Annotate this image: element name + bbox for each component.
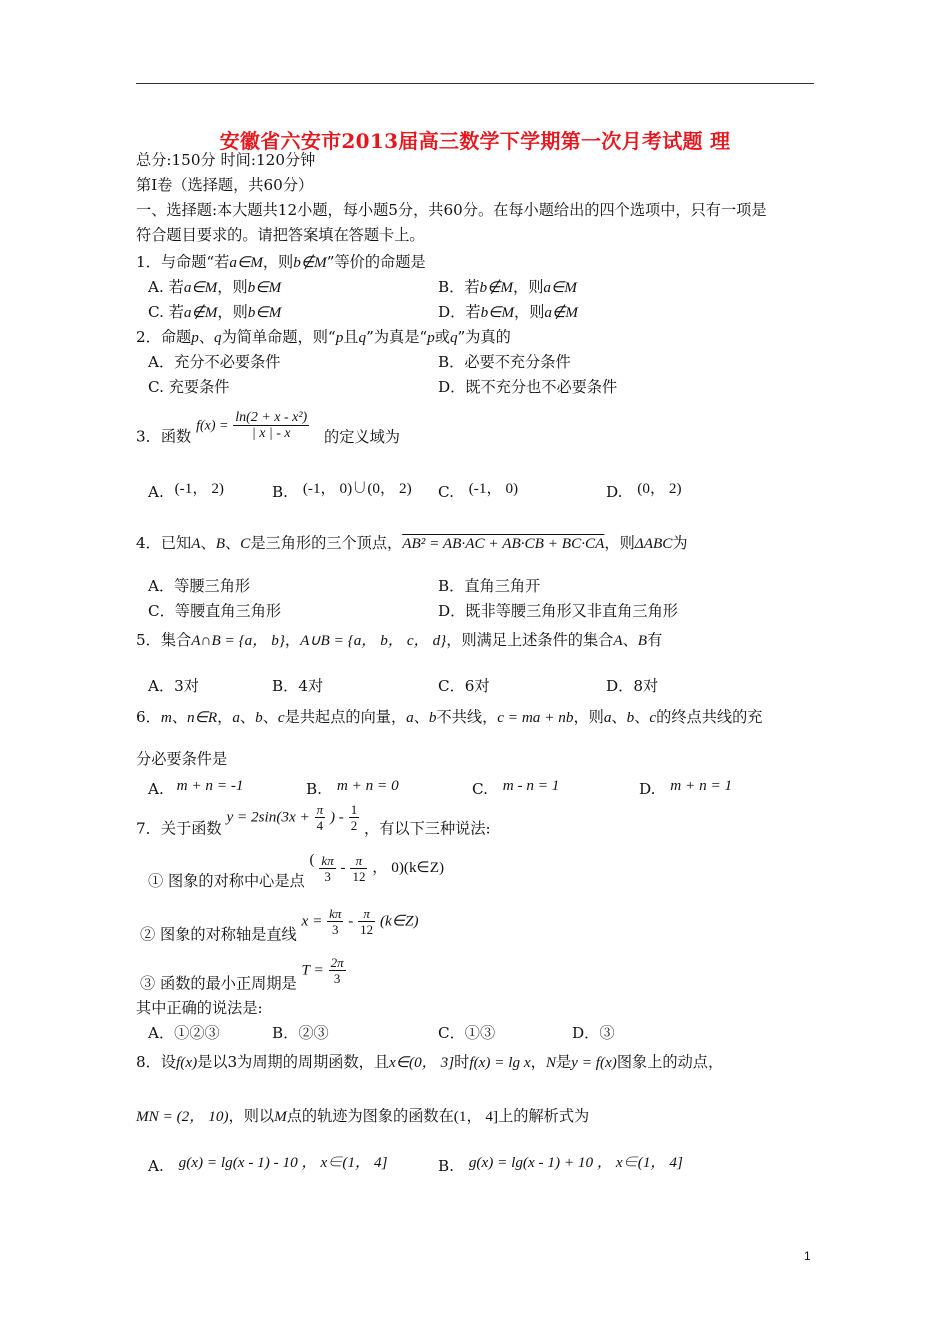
q4-option-a: A．等腰三角形 <box>148 577 251 595</box>
q7-option-b: B．②③ <box>272 1024 329 1042</box>
q7-pi-over-4: $\frac{\pi}{4}$ <box>316 802 324 833</box>
q5-stem: 5．集合A∩B = {a， b}，A∪B = {a， b， c， d}，则满足上述条件的集合A、B有 <box>136 631 663 649</box>
q6-option-b: B. m + n = 0 <box>306 777 399 798</box>
q3-option-c: C. (-1， 0) <box>438 480 519 501</box>
page-number: 1 <box>804 1249 811 1263</box>
q6-stem-cont: 分必要条件是 <box>136 750 228 768</box>
q8-stem: 8．设f(x)是以3为周期的周期函数，且x∈(0， 3]时f(x) = lg x，N是y = f(x)图象上的动点， <box>136 1053 724 1071</box>
q1-option-c: C. 若a∉M，则b∈M <box>148 303 282 321</box>
instructions-line1: 一、选择题:本大题共12小题，每小题5分，共60分。在每小题给出的四个选项中，只有一项是 <box>136 201 767 219</box>
q7-lead: 其中正确的说法是: <box>136 999 263 1017</box>
part-heading: 第Ⅰ卷（选择题，共60分） <box>136 176 314 194</box>
q1-stem: 1．与命题“若a∈M，则b∉M”等价的命题是 <box>136 253 426 271</box>
q6-stem: 6．m、n∈R，a、b、c是共起点的向量，a、b不共线，c = ma + nb，则a、b、c的终点共线的充 <box>136 708 763 726</box>
q1-option-a: A. 若a∈M，则b∈M <box>148 278 282 296</box>
q3-option-b: B. (-1， 0)∪(0， 2) <box>272 480 412 501</box>
top-rule <box>136 83 814 84</box>
q6-option-a: A. m + n = -1 <box>148 777 244 798</box>
q1-option-d: D．若b∈M，则a∉M <box>438 303 578 321</box>
q5-option-a: A．3对 <box>148 677 200 695</box>
q3-fraction: $\frac{\text{ln(2 + x - x²)}}{| x | - x}$ <box>235 410 308 441</box>
q2-stem: 2．命题p、q为简单命题，则“p且q”为真是“p或q”为真的 <box>136 328 511 346</box>
q7-option-a: A．①②③ <box>148 1024 220 1042</box>
q3-stem: 3．函数 f(x) = $\frac{\text{ln(2 + x - x²)}}{| x | - x}$ 的定义域为 <box>136 410 400 446</box>
q2-option-b: B．必要不充分条件 <box>438 353 571 371</box>
q3-option-a: A. (-1， 2) <box>148 480 224 501</box>
page-title: 安徽省六安市2013届高三数学下学期第一次月考试题 理 <box>219 129 731 153</box>
q7-option-d: D．③ <box>572 1024 615 1042</box>
q2-option-a: A．充分不必要条件 <box>148 353 281 371</box>
q8-stem-cont: MN = (2， 10)，则以M点的轨迹为图象的函数在(1， 4]上的解析式为 <box>136 1107 590 1125</box>
q6-option-c: C. m - n = 1 <box>472 777 560 798</box>
q8-option-b: B. g(x) = lg(x - 1) + 10 ， x∈(1， 4] <box>438 1154 683 1175</box>
q4-option-b: B．直角三角开 <box>438 577 541 595</box>
q4-option-d: D．既非等腰三角形又非直角三角形 <box>438 602 678 620</box>
q5-option-d: D．8对 <box>606 677 659 695</box>
q7-one-half: $\frac{1}{2}$ <box>350 802 358 833</box>
q5-option-c: C．6对 <box>438 677 490 695</box>
q7-s3-frac: $\frac{2\pi}{3}$ <box>330 955 344 986</box>
q7-statement-1: ① 图象的对称中心是点 ( $\frac{k\pi}{3}$ - $\frac{\pi}{12}$ ， 0)(k∈Z) <box>148 851 445 890</box>
q3-option-d: D. (0， 2) <box>606 480 682 501</box>
q4-option-c: C．等腰直角三角形 <box>148 602 282 620</box>
q7-statement-2: ② 图象的对称轴是直线 x = $\frac{k\pi}{3}$ - $\frac{\pi}{12}$ (k∈Z) <box>140 906 419 944</box>
q1-option-b: B．若b∉M，则a∈M <box>438 278 577 296</box>
q8-option-a: A. g(x) = lg(x - 1) - 10 ， x∈(1， 4] <box>148 1154 388 1175</box>
q7-s1-frac-a: $\frac{k\pi}{3}$ <box>321 852 334 884</box>
q6-option-d: D. m + n = 1 <box>639 777 733 798</box>
q7-s2-frac-b: $\frac{\pi}{12}$ <box>360 906 374 937</box>
q2-option-d: D．既不充分也不必要条件 <box>438 378 618 396</box>
q4-stem: 4．已知A、B、C是三角形的三个顶点，AB² = AB·AC + AB·CB + BC·CA，则ΔABC为 <box>136 534 688 552</box>
q7-stem: 7．关于函数 y = 2sin(3x + $\frac{\pi}{4}$ ) - $\frac{1}{2}$ ，有以下三种说法: <box>136 802 491 838</box>
q7-statement-3: ③ 函数的最小正周期是 T = $\frac{2\pi}{3}$ <box>140 955 344 993</box>
instructions-line2: 符合题目要求的。请把答案填在答题卡上。 <box>136 226 425 244</box>
exam-info: 总分:150分 时间:120分钟 <box>136 151 316 169</box>
q2-option-c: C. 充要条件 <box>148 378 230 396</box>
q7-option-c: C．①③ <box>438 1024 496 1042</box>
q7-s2-frac-a: $\frac{k\pi}{3}$ <box>329 906 342 937</box>
q5-option-b: B．4对 <box>272 677 324 695</box>
q7-s1-frac-b: $\frac{\pi}{12}$ <box>352 852 366 884</box>
